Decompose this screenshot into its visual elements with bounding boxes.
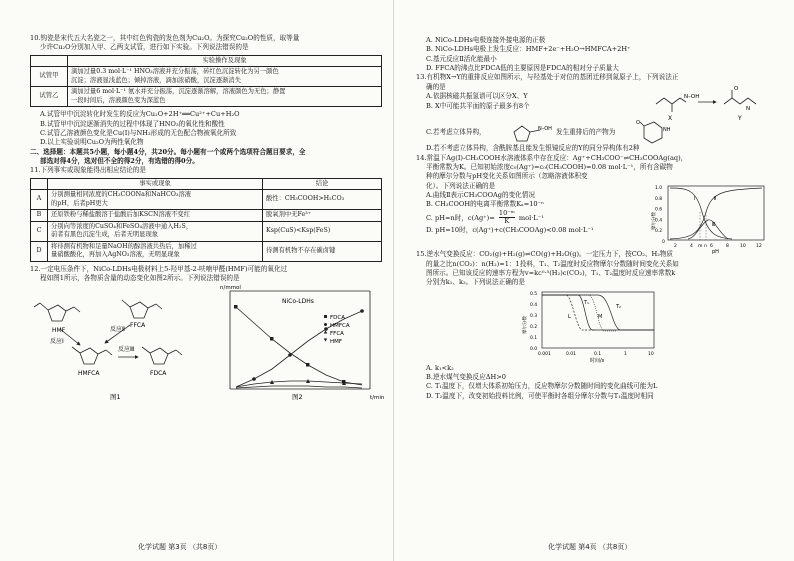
section2-title: 二、选择题：本题共5小题，每小题4分，共20分。每小题有一个或两个选项符合题目要求，全	[30, 147, 306, 156]
q11-header-fact: 事实或现象	[48, 178, 263, 190]
q11-stem: 11.下列事实或现象能得出相应结论的是	[30, 166, 146, 175]
fig2-legend-hmfca: HMFCA	[330, 323, 350, 330]
q14-line3: 种的摩尔分数与pH变化关系如图所示（忽略溶液体积变	[426, 172, 588, 181]
q10-row-content	[68, 67, 382, 87]
q15-line2: 的量之比n(CO₂)：n(H₂)=1：1投料，T₁、T₂温度时反应物摩尔分数随时间变化关系如	[426, 259, 679, 268]
q15-ytick: 0.0	[530, 346, 538, 352]
q15-graph-frame	[542, 292, 654, 348]
q15-option-a: A. k₁<k₂	[426, 363, 454, 372]
fig2-axes	[230, 291, 370, 389]
q14-line2: 平衡常数为K。已知初始浓度c₀(Ag⁺)=c₀(CH₃COOH)=0.08 mol·L⁻¹，所有含碳物	[426, 162, 673, 171]
q15-curve-t1	[542, 295, 654, 330]
q14-ytick: 0.8	[655, 197, 663, 203]
q13-option-b: B. X中可能共平面的原子最多有8个	[426, 101, 530, 110]
q14-option-b: B. CH₃COOH的电离平衡常数Kₐ=10⁻ⁿ	[426, 200, 544, 209]
q11-fact-line: 前者有黑色沉淀生成，后者无明显现象	[51, 231, 159, 239]
left-page-footer: 化学试题 第3页 （共8页）	[138, 543, 222, 552]
right-page	[398, 0, 794, 561]
q14-option-a: A.曲线Ⅱ表示CH₃COOAg的变化情况	[426, 190, 535, 199]
q11-row-fact	[48, 221, 263, 241]
q15-option-c: C. T₁温度下，仅增大体系初始压力，反应物摩尔分数随时间的变化曲线可能为L	[426, 382, 658, 391]
x-chain-icon	[656, 98, 680, 104]
q15-xtick: 0.001	[538, 351, 551, 357]
q10-row-text: 一段时间后，溶液颜色变为深蓝色	[71, 96, 166, 104]
q11-row-conclusion: Ksp(CuS)<Ksp(FeS)	[263, 221, 382, 241]
q10-row-text: 滴加过量0.3 mol·L⁻¹ HNO₃溶液并充分振荡，砖红色沉淀转化为另一颜色	[71, 68, 279, 76]
q14-xtick: 2	[674, 244, 677, 250]
q12-figures	[30, 285, 385, 403]
q14-option-d: D. pH=10时，c(Ag⁺)+c(CH₃COOAg)<0.08 mol·L⁻¹	[426, 225, 594, 234]
q14-xtick: 12	[756, 244, 762, 250]
q12-stem-line1: 12.一定电压条件下，NiCo-LDHs电极材料上5-羟甲基-2-呋喃甲醛(HMF)可能的氧化过	[30, 264, 288, 273]
svg-text:N–OH: N–OH	[538, 126, 552, 133]
q14-line4: 化）。下列说法正确的是	[426, 181, 496, 190]
q13-c-reactant-icon	[508, 122, 554, 144]
q14-ylabel: 摩尔分数	[652, 212, 657, 231]
q14-option-c-unit: mol·L⁻¹	[518, 213, 544, 222]
section2-line2: 部选对得4分，选对但不全的得2分，有选错的得0分。	[40, 157, 199, 166]
svg-text:NH: NH	[663, 127, 671, 134]
q10-table-corner	[31, 55, 68, 67]
q11-fact-line: 分别向等浓度的CuSO₄和FeSO₄溶液中通入H₂S，	[51, 222, 193, 230]
q14-ytick: 0	[662, 240, 665, 246]
q11-row-label: D	[31, 241, 48, 261]
table-row	[31, 87, 382, 107]
q10-row-text: 沉淀；溶液显浅蓝色；倾掉溶液，滴加浓硝酸，沉淀逐渐消失	[71, 76, 242, 84]
q14-ytick: 1.0	[655, 186, 663, 192]
q12-stem-line2: 程如图1所示，各物质含量的动态变化如图2所示。下列说法错误的是	[40, 274, 240, 283]
q11-header-corner	[31, 178, 48, 190]
fig2-xlabel: t/min	[370, 395, 385, 402]
fig2-ylabel: n/mmol	[220, 285, 241, 292]
right-column	[416, 36, 778, 401]
q15-curve-t2	[542, 295, 654, 330]
q14-xtick: 6	[710, 244, 713, 250]
q11-row-label: C	[31, 221, 48, 241]
q12-option-c: C.基元反应Ⅱ活化能最小	[426, 54, 497, 63]
svg-text:N: N	[746, 106, 751, 113]
fig2-legend-ffca: FFCA	[330, 331, 344, 338]
page-divider	[393, 0, 394, 561]
table-row	[31, 241, 382, 261]
q15-ytick: 0.2	[530, 324, 538, 330]
left-column	[30, 34, 385, 403]
q15-curves	[542, 295, 654, 331]
q12-option-d: D. FFCA的沸点比FDCA低的主要原因是FDCA的相对分子质量大	[426, 64, 619, 73]
q11-row-fact	[48, 190, 263, 210]
q14-frac-den: K	[504, 217, 510, 226]
fig1-reaction-1: 反应Ⅰ	[50, 338, 64, 346]
q13-option-c-part1: C.若考虑立体异构，	[426, 128, 486, 137]
q11-table	[30, 178, 382, 262]
q15-option-d: D. T₂温度下，改变初始投料比例，可使平衡时各组分摩尔分数与T₁温度时相同	[426, 391, 654, 400]
q14-curve-1	[670, 188, 732, 239]
q14-option-c-text: C. pH=n时，c(Ag⁺)=	[426, 213, 495, 222]
ffca-ring-icon	[130, 302, 148, 318]
q14-xtick: n	[704, 244, 707, 250]
q14-frac-num: 10⁻ᵐ	[498, 208, 515, 217]
q10-stem-line1: 10.钩瓷是宋代五大名瓷之一，其中红色钩瓷的发色剂为Cu₂O。为探究Cu₂O的性质，取等量	[30, 34, 300, 42]
svg-text:O: O	[636, 120, 640, 127]
q10-option-b: B.试管甲中沉淀逐渐消失的过程中体现了HNO₃的氧化性和酸性	[40, 119, 225, 128]
table-row	[31, 210, 382, 222]
table-row	[31, 190, 382, 210]
q12-option-b: B. NiCo-LDHs电极上发生反应：HMF+2e⁻+H₂O→HMFCA+2H⁺	[426, 45, 631, 54]
q13-c-product-icon	[634, 120, 674, 146]
q15-xlabel: 时间/s	[590, 357, 605, 364]
q11-row-conclusion: 酸性：CH₃COOH>H₂CO₃	[263, 190, 382, 210]
q13-stem-line1: 13.有机物X→Y的重排反应如图所示，与羟基处于对位的基团迁移到氮原子上，下列说法正	[416, 73, 679, 82]
q10-row-text: 滴加过量6 mol·L⁻¹ 氨水并充分振荡，沉淀逐渐溶解，溶液颜色为无色；静置	[71, 88, 286, 96]
q13-option-a: A.依据核磁共振氢谱可以区分X、Y	[426, 92, 528, 101]
q12-figure-svg	[30, 285, 385, 403]
y-chain-icon	[724, 98, 756, 104]
table-row	[31, 67, 382, 87]
q11-row-label: B	[31, 210, 48, 222]
q10-option-a: A.试管甲中沉淀转化时发生的反应为Cu₂O+2H⁺══Cu²⁺+Cu+H₂O	[40, 110, 240, 119]
hmfca-ring-icon	[80, 348, 98, 364]
hmf-ring-icon	[48, 305, 66, 321]
q14-curve-3	[688, 220, 728, 239]
fig2-caption: 图2	[292, 393, 303, 402]
q12-option-a: A. NiCo-LDHs电极连接外接电源的正极	[426, 36, 546, 44]
q15-xtick: 10	[648, 351, 654, 357]
q15-line3: 图所示。已知该反应的速率方程为v=kc⁰·⁵(H₂)c(CO₂)，T₁、T₂温度时反应速率常数k	[426, 268, 676, 277]
q15-line1: 15.逆水气变换反应：CO₂(g)+H₂(g)⇌CO(g)+H₂O(g)。一定压力下，按CO₂、H₂物质	[416, 250, 674, 259]
q14-xtick: 8	[726, 244, 729, 250]
svg-text:O: O	[734, 86, 739, 93]
q10-option-d: D.以上实验说明Cu₂O为两性氧化物	[40, 138, 144, 147]
q13-option-c-row	[416, 122, 778, 144]
fig1-caption: 图1	[110, 393, 121, 402]
q14-curve-label: I	[694, 196, 696, 203]
q14-xlabel: pH	[712, 249, 719, 256]
q13-option-c-part2: 发生重排后的产物为	[556, 128, 616, 137]
q14-curve-label: Ⅲ	[712, 222, 716, 229]
q15-ytick: 0.4	[530, 302, 538, 308]
q11-header-conclusion: 结论	[263, 178, 382, 190]
q14-xtick: m	[698, 244, 703, 250]
fig1-label-fdca: FDCA	[150, 370, 167, 378]
q10-option-c: C.试管乙溶液颜色变化是Cu(I)与NH₃形成的无色配合物被氧化所致	[40, 128, 237, 137]
fig1-label-hmfca: HMFCA	[78, 370, 100, 378]
table-row	[31, 221, 382, 241]
q14-xtick: 4	[690, 244, 693, 250]
q15-xtick: 0.1	[594, 351, 602, 357]
fig1-reaction-2: 反应Ⅱ	[110, 326, 125, 334]
q11-fact-line: 分别测量相同浓度的CH₃COONa和NaHCO₃溶液	[51, 191, 192, 199]
q14-ytick: 0.4	[655, 218, 663, 224]
fig2-legend-hmf: HMF	[330, 339, 343, 346]
q15-ylabel: 摩尔分数	[523, 315, 528, 334]
q13-stem-line2: 确的是	[426, 82, 446, 91]
q11-row-fact	[48, 210, 263, 222]
q11-row-conclusion: 脱氧剂中无Fe³⁺	[263, 210, 382, 222]
fig1-label-ffca: FFCA	[130, 322, 146, 330]
q15-xtick: 1	[624, 351, 627, 357]
fig1-reaction-3: 反应Ⅲ	[118, 346, 135, 354]
q11-fact-line: 的pH，后者pH更大	[51, 199, 108, 207]
fig2-ffca-curve	[236, 386, 362, 388]
q15-graph-wrap	[416, 288, 778, 364]
q15-xticks	[538, 351, 654, 357]
right-page-footer: 化学试题 第4页 （共8页）	[548, 543, 632, 552]
svg-text:N–OH: N–OH	[684, 94, 700, 101]
q15-curve-label: M	[598, 313, 603, 320]
q13-xy-structures	[650, 84, 770, 122]
q13-label-y: Y	[738, 115, 742, 123]
fdca-ring-icon	[150, 348, 168, 364]
q11-row-label: A	[31, 190, 48, 210]
fig2-legend	[330, 315, 350, 345]
q15-line4: 分别为k₁、k₂。下列说法正确的是	[426, 278, 525, 287]
q11-row-fact	[48, 241, 263, 261]
q15-curve-label: L	[568, 313, 571, 320]
q15-option-b: B.逆水煤气变换反应ΔH>0	[426, 373, 506, 382]
fig2-title: NiCo-LDHs	[282, 298, 314, 306]
q14-graph	[652, 182, 772, 254]
q15-graph	[516, 288, 666, 364]
q14-ytick: 0.2	[655, 229, 663, 235]
q14-fraction	[499, 210, 515, 226]
q14-curve-label: Ⅱ	[714, 196, 717, 203]
q13-option-d: D.若不考虑立体异构，含酰胺基且能发生银镜反应的Y的同分异构体有2种	[426, 144, 640, 153]
q15-xtick: 0.01	[566, 351, 577, 357]
fig2-legend-fdca: FDCA	[330, 315, 346, 322]
q15-curve-labels	[568, 300, 621, 320]
q15-ytick: 0.3	[530, 313, 538, 319]
q10-table-header: 实验操作及现象	[68, 55, 382, 67]
q10-row-content	[68, 87, 382, 107]
q15-curve-label: T₂	[616, 303, 622, 310]
q14-line1: 14.常温下Ag(I)-CH₃COOH水溶液体系中存在反应：Ag⁺+CH₃COO⁻⇌CH₃COOAg(aq)，	[416, 153, 688, 162]
q11-fact-line: 还原铁粉与稀盐酸溶于盐酸后加KSCN溶液不变红	[51, 211, 190, 219]
q10-table	[30, 55, 382, 108]
q15-ytick: 0.5	[530, 291, 538, 297]
fig1-label-hmf: HMF	[52, 327, 66, 335]
left-page	[0, 0, 392, 561]
q15-ytick: 0.1	[530, 335, 538, 341]
q14-graph-frame	[668, 186, 764, 240]
q11-fact-line: 量硝酸酸化，再加入AgNO₃溶液，无明显现象	[51, 251, 180, 259]
q14-curve-labels	[694, 196, 716, 228]
q11-fact-line: 将待测有机物和足量NaOH的醇溶液共热后，加稀过	[51, 242, 197, 250]
q15-yticks	[530, 291, 537, 352]
q14-ytick: 0.6	[655, 207, 663, 213]
q13-label-x: X	[668, 115, 673, 123]
q15-curve-label: T₁	[584, 299, 590, 306]
q10-row-label: 试管乙	[31, 87, 68, 107]
q14-xtick: 10	[740, 244, 746, 250]
q15-curve-m	[542, 295, 616, 331]
q11-row-conclusion: 待测有机物不存在碳卤键	[263, 241, 382, 261]
q10-stem-line2: 少许Cu₂O分别加入甲、乙两支试管，进行如下实验。下列说法错误的是	[40, 43, 249, 52]
q10-row-label: 试管甲	[31, 67, 68, 87]
